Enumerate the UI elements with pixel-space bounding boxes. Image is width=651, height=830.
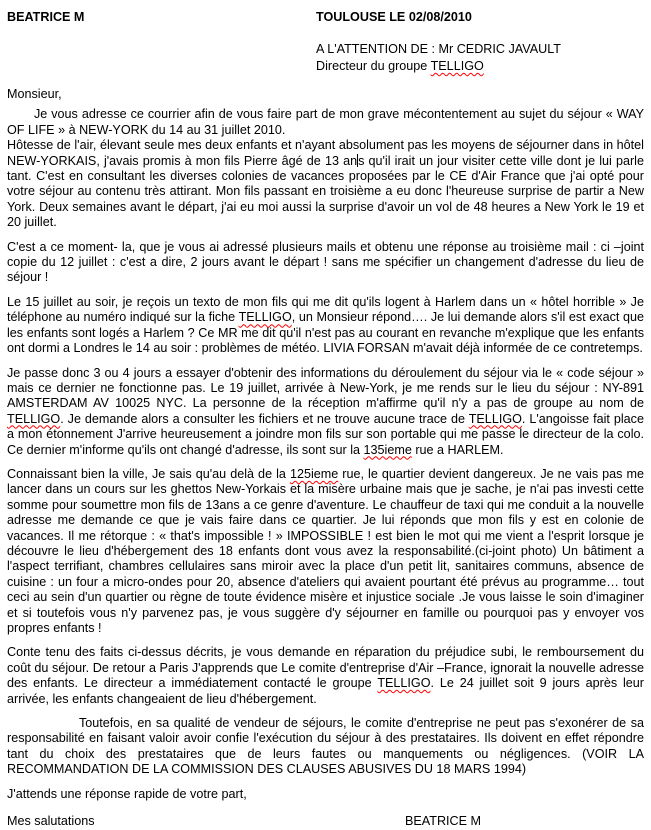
paragraph-demande-remboursement: Conte tenu des faits ci-dessus décrits, je vous demande en réparation du préjudice subi, le remboursement du coût du séjour. De retour a Paris J'apprends que Le comite d'entreprise d'Air –France, ignorait la nouvelle adresse des enfants. Le directeur a immédiatement contacté le groupe TELLIGO. Le 24 juillet soit 9 jours après leur arrivée, les enfants changeaient de lieu d'hébergement. (7, 645, 644, 706)
paragraph-texto-harlem: Le 15 juillet au soir, je reçois un texto de mon fils qui me dit qu'ils logent à Harlem dans un « hôtel horrible » Je téléphone au numéro indiqué sur la fiche TELLIGO, un Monsieur répond…. Je lui demande alors s'il est exact que les enfants sont logés a Harlem ? Ce MR me dit qu'il n'est pas au courant en revanche m'explique que les enfants ont dormi a Londres le 14 au soir : problèmes de météo. LIVIA FORSAN m'avait déjà informée de ce contretemps. (7, 294, 644, 356)
misspelled-word: TELLIGO (7, 411, 61, 426)
misspelled-word: TELLIGO (238, 310, 292, 325)
closing-request-line: J'attends une réponse rapide de votre part, (7, 786, 247, 801)
paragraph-intro: Je vous adresse ce courrier afin de vous faire part de mon grave mécontentement au sujet du séjour « WAY OF LIFE » à NEW-YORK du 14 au 31 juillet 2010. Hôtesse de l'air, élevant seule mes deux enfants et n'ayant absolument pas les moyens de séjourner dans in hôtel NEW-YORKAIS, j'avais promis à mon fils Pierre âgé de 13 ans qu'il irait un jour visiter cette ville dont je lui parle tant. C'est en consultant les diverses colonies de vacances proposées par le CE d'Air France que j'ai opté pour votre séjour au contenu très attirant. Mon fils passant en troisième a eu donc l'heureuse surprise de partir a New York. Deux semaines avant le départ, j'ai eu moi aussi la surprise d'avoir un vol de 48 heures a New York le 19 et 20 juillet. (7, 107, 644, 230)
misspelled-word: 135ieme (363, 442, 412, 457)
text-cursor (357, 154, 358, 167)
paragraph-responsabilite-vendeur: Toutefois, en sa qualité de vendeur de séjours, le comite d'entreprise ne peut pas s'exonérer de sa responsabilité en faisant valoir avoir confie l'exécution du séjour à des prestataires. Ils doivent en effet répondre tant du choix des prestataires que de leurs fautes ou manquements ou négligences. (VOIR LA RECOMMANDATION DE LA COMMISSION DES CLAUSES ABUSIVES DU 18 MARS 1994) (7, 716, 644, 777)
letter-body (7, 107, 644, 777)
attention-block (316, 41, 561, 75)
misspelled-word: TELLIGO (430, 59, 484, 73)
attention-line: A L'ATTENTION DE : Mr CEDRIC JAVAULT (316, 42, 561, 56)
city-date-line: TOULOUSE LE 02/08/2010 (316, 10, 472, 24)
letter-header (7, 10, 644, 87)
signoff-text: Mes salutations (7, 814, 95, 829)
signature-row (7, 814, 644, 830)
paragraph-mails: C'est a ce moment- la, que je vous ai adressé plusieurs mails et obtenu une réponse au troisième mail : ci –joint copie du 12 juillet : c'est a dire, 2 jours avant le départ ! sans me spécifier un changement d'adresse du lieu de séjour ! (7, 239, 644, 285)
salutation: Monsieur, (7, 87, 62, 101)
paragraph-arrivee-new-york: Je passe donc 3 ou 4 jours a essayer d'obtenir des informations du déroulement du séjour via le « code séjour » mais ce dernier ne fonctionne pas. Le 19 juillet, arrivée à New-York, je me rends sur le lieu du séjour : NY-891 AMSTERDAM AV 10025 NYC. La personne de la réception m'affirme qu'il n'y a pas de groupe au nom de TELLIGO. Je demande alors a consulter les fichiers et ne trouve aucune trace de TELLIGO. L'angoisse fait place a mon étonnement J'arrive heureusement a joindre mon fils sur son portable qui me passe le directeur de la colo. Ce dernier m'informe qu'ils ont changé d'adresse, ils sont sur la 135ieme rue a HARLEM. (7, 365, 644, 457)
director-line: Directeur du groupe TELLIGO (316, 59, 484, 73)
sender-name: BEATRICE M (7, 10, 85, 24)
misspelled-word: 125ieme (289, 466, 339, 481)
misspelled-word: TELLIGO (377, 676, 431, 691)
misspelled-word: TELLIGO (468, 411, 522, 426)
signature-name: BEATRICE M (405, 814, 482, 829)
paragraph-quartier-dangereux: Connaissant bien la ville, Je sais qu'au delà de la 125ieme rue, le quartier devient dangereux. Je ne vais pas me lancer dans un cours sur les ghettos New-Yorkais et la misère urbaine mais que je sache, je n'ai pas investi cette somme pour soumettre mon fils de 13ans a ce genre d'aventure. Le chauffeur de taxi qui me conduit a la nouvelle adresse me demande ce que je vais faire dans ce quartier. Je lui réponds que mon fils y est en colonie de vacances. Il me rétorque : « that's impossible ! » IMPOSSIBLE ! est bien le mot qui me vient a l'esprit lorsque je découvre le lieu d'hébergement des 18 enfants dont vous avez la responsabilité.(ci-joint photo) Un bâtiment a l'aspect terrifiant, chambres cellulaires sans miroir avec la place d'un petit lit, sanitaires communs, absence de cuisine : un four a micro-ondes pour 20, absence d'ateliers qui avaient pourtant été prévus au programme… tout ceci au sein d'un quartier ou règne de toute évidence misère et injustice sociale .Je vous laisse le soin d'imaginer et si toutefois vous n'y parvenez pas, je vous suggère d'y séjourner en famille ou pourquoi pas y envoyer vos propres enfants ! (7, 466, 644, 635)
